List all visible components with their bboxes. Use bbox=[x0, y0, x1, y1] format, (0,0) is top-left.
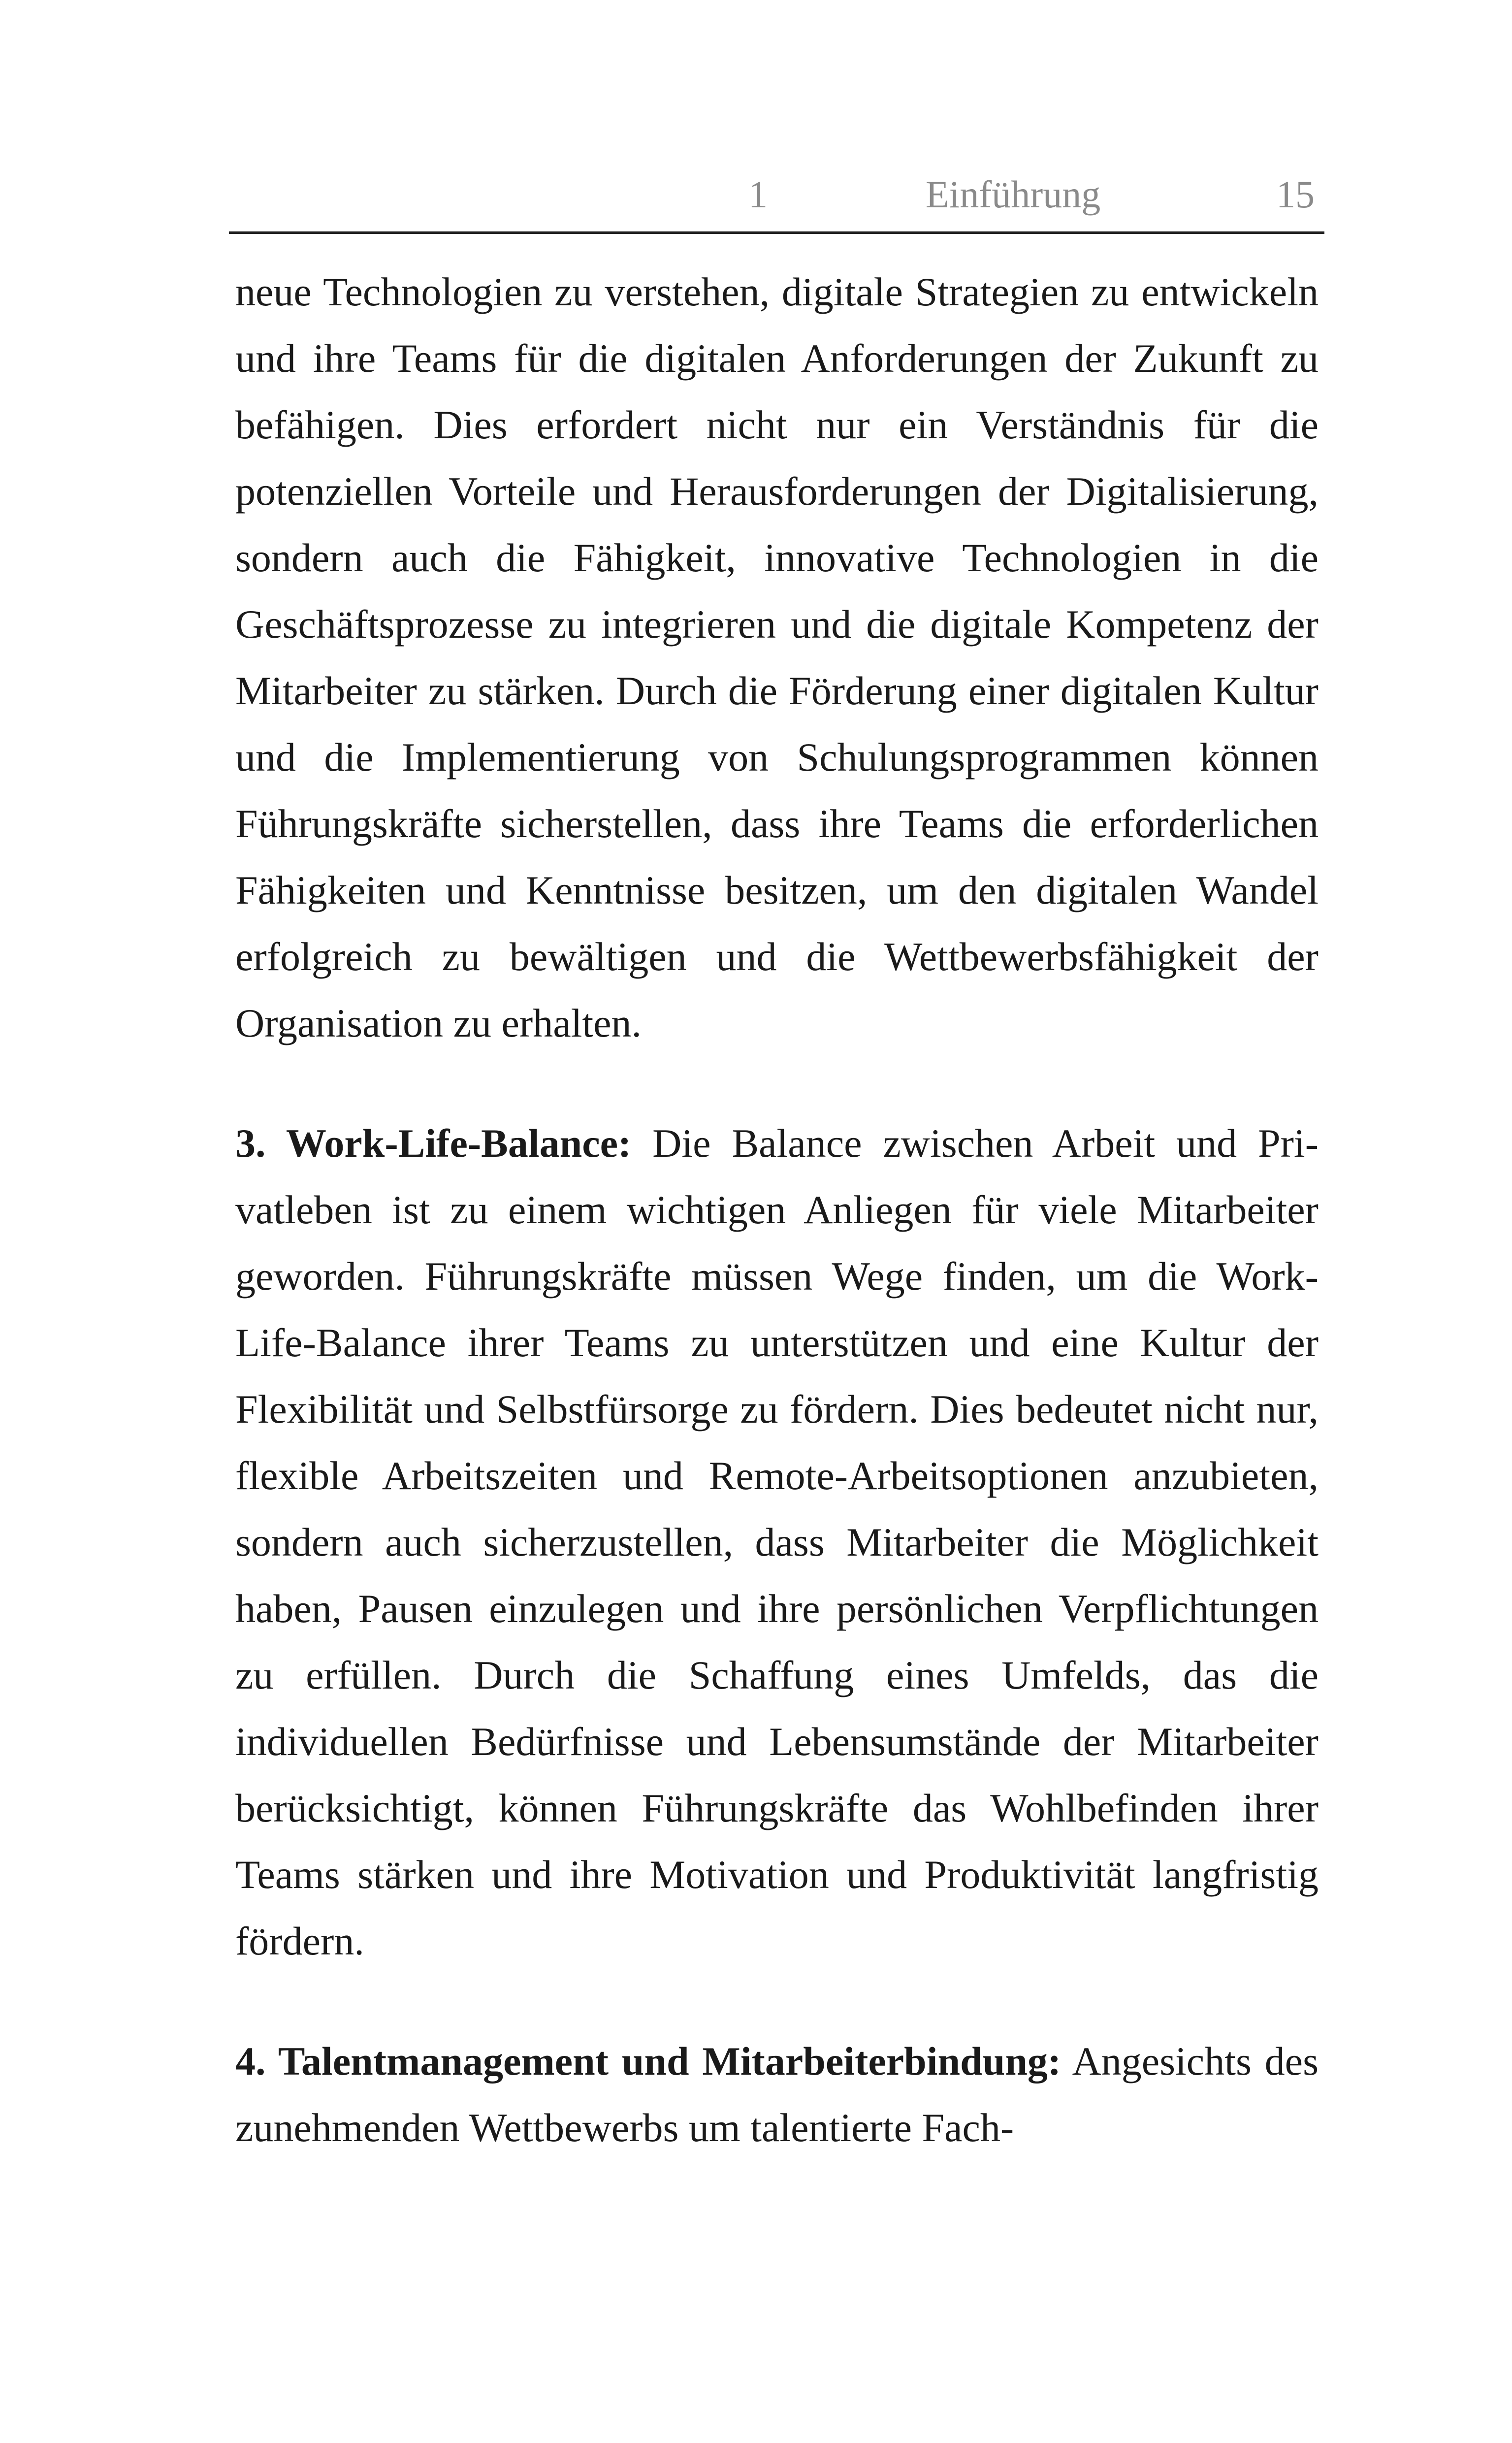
item-body-talentmanagement: Angesichts des zunehmenden Wettbewerbs um talentierte Fach- bbox=[235, 2039, 1319, 2150]
running-head bbox=[229, 158, 1324, 217]
chapter-title: Einführung bbox=[926, 173, 1101, 216]
item-heading-talentmanagement: 4. Talentmanagement und Mitarbeiterbindung: bbox=[235, 2039, 1062, 2084]
item-heading-work-life-balance: 3. Work-Life-Balance: bbox=[235, 1121, 632, 1166]
paragraph-work-life-balance bbox=[235, 1110, 1319, 1974]
paragraph-continuation: neue Technologien zu verstehen, digitale Strategien zu entwickeln und ihre Teams für die digitalen Anforderungen der Zukunft zu befähigen. Dies erfordert nicht nur ein Verständnis für die potenziellen Vorteile und Herausforderungen der Digitalisierung, sondern auch die Fähigkeit, innovative Technologien in die Geschäftsprozesse zu integrieren und die digitale Kompetenz der Mitarbeiter zu stärken. Durch die Förderung einer digitalen Kultur und die Implementierung von Schulungsprogrammen können Führungskräfte sicherstellen, dass ihre Teams die erforderlichen Fähigkeiten und Kenntnisse besitzen, um den digitalen Wandel erfolgreich zu bewältigen und die Wettbewerbsfähigkeit der Organisation zu erhalten. bbox=[235, 269, 1319, 1045]
page-number: 15 bbox=[1276, 173, 1315, 216]
body-text bbox=[235, 259, 1319, 2215]
paragraph-talentmanagement bbox=[235, 2028, 1319, 2161]
header-rule bbox=[229, 231, 1324, 234]
item-body-work-life-balance: Die Balance zwischen Arbeit und Privatleben ist zu einem wichtigen Anliegen für viele Mitarbeiter geworden. Führungskräfte müssen Wege finden, um die Work-Life-Balance ihrer Teams zu unterstützen und eine Kultur der Flexibilität und Selbstfürsorge zu fördern. Dies bedeutet nicht nur, flexible Arbeitszeiten und Remote-Arbeitsoptionen anzubieten, sondern auch sicherzustellen, dass Mitarbeiter die Möglichkeit haben, Pausen einzulegen und ihre persönlichen Verpflichtungen zu erfüllen. Durch die Schaffung eines Umfelds, das die individuellen Bedürfnisse und Lebensumstände der Mitarbeiter berücksichtigt, können Führungskräfte das Wohlbefinden ihrer Teams stärken und ihre Motivation und Produktivität langfristig fördern. bbox=[235, 1121, 1319, 1963]
chapter-number: 1 bbox=[748, 173, 768, 216]
